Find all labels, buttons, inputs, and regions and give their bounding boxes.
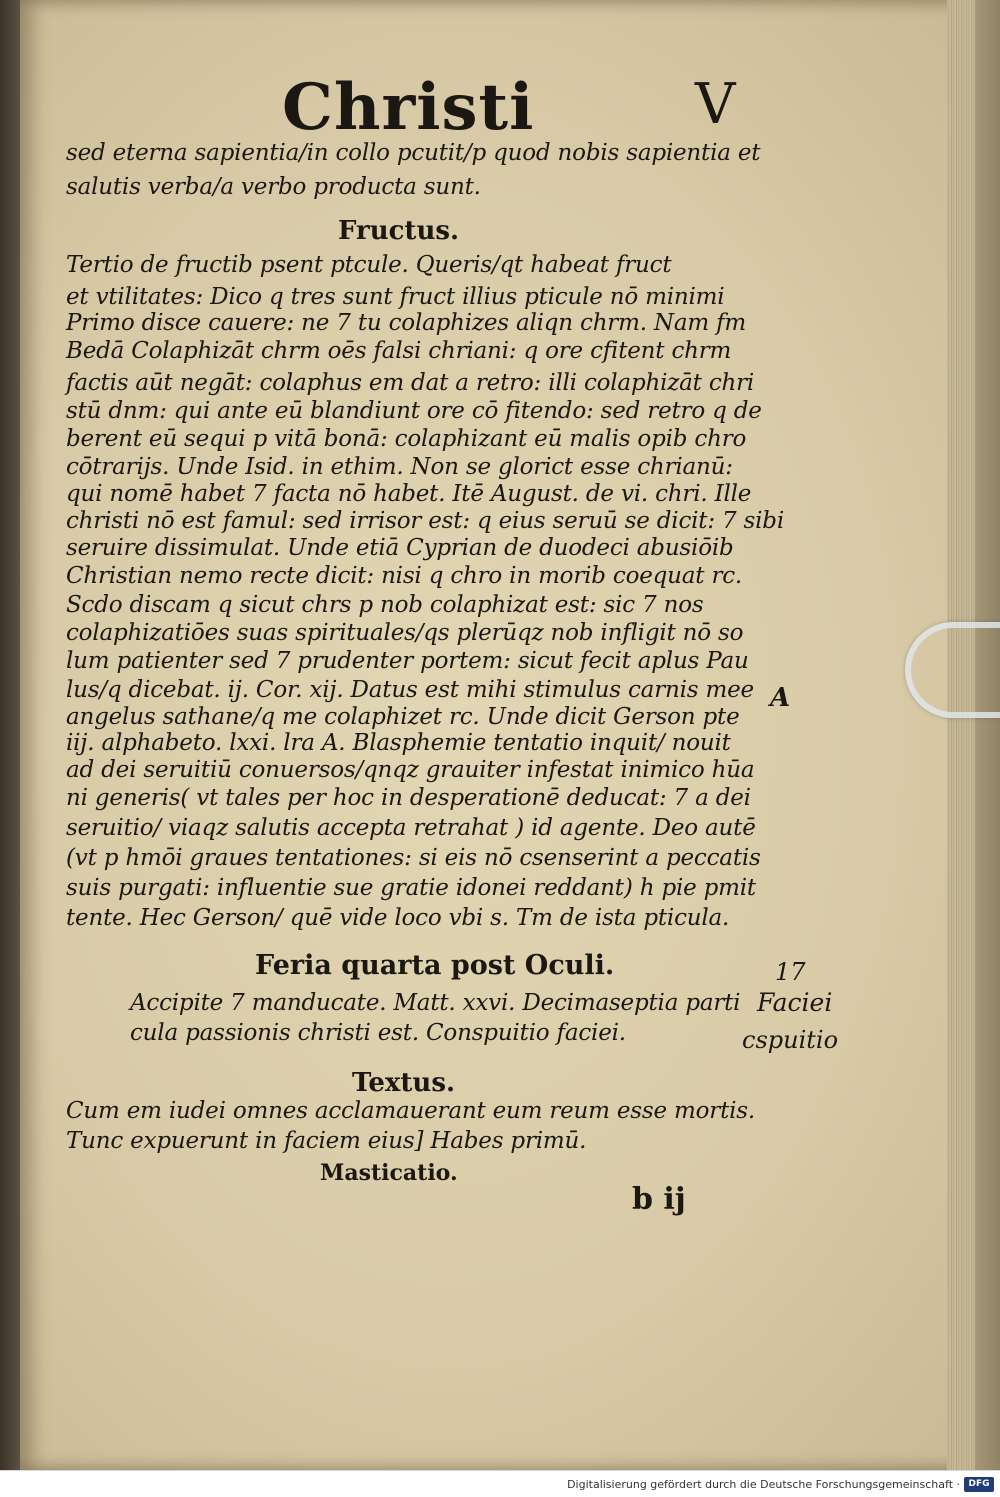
footer-credit: Digitalisierung gefördert durch die Deutsche Forschungsgemeinschaft · — [567, 1478, 960, 1491]
section-heading-fructus: Fructus. — [338, 216, 460, 246]
text-line: Scdo discam q sicut chrs p nob colaphizat est: sic 7 nos — [66, 592, 704, 618]
section-heading-textus: Textus. — [352, 1068, 456, 1098]
page-clip — [905, 622, 1000, 718]
text-line: et vtilitates: Dico q tres sunt fruct illius pticule nō minimi — [66, 284, 725, 310]
marginal-letter: A — [770, 683, 791, 713]
running-head: Christi — [282, 70, 535, 145]
marginal-note-conspuitio: cspuitio — [742, 1026, 839, 1054]
text-line: ad dei seruitiū conuersos/qnqz grauiter infestat inimico hūa — [66, 757, 755, 783]
marginal-number: 17 — [775, 958, 806, 986]
signature-mark: b ij — [632, 1182, 686, 1217]
text-line: ni generis( vt tales per hoc in desperationē deducat: 7 a dei — [66, 785, 751, 811]
text-line: Bedā Colaphizāt chrm oēs falsi chriani: q ore cfitent chrm — [66, 338, 732, 364]
text-line: tente. Hec Gerson/ quē vide loco vbi s. Tm de ista pticula. — [66, 905, 730, 931]
text-line: Christian nemo recte dicit: nisi q chro in morib coequat rc. — [66, 563, 743, 589]
section-heading-feria: Feria quarta post Oculi. — [255, 950, 615, 981]
text-line: lus/q dicebat. ij. Cor. xij. Datus est mihi stimulus carnis mee — [66, 677, 754, 703]
text-line: colaphizatiōes suas spirituales/qs plerūqz nob infligit nō so — [66, 620, 744, 646]
marginal-note-faciei: Faciei — [757, 988, 833, 1017]
text-line: Tunc expuerunt in faciem eius] Habes primū. — [66, 1128, 587, 1154]
folio-number: V — [695, 72, 736, 137]
dfg-logo: DFG — [964, 1477, 994, 1492]
text-line: Tertio de fructib psent ptcule. Queris/qt habeat fruct — [66, 252, 672, 278]
text-line: suis purgati: influentie sue gratie idonei reddant) h pie pmit — [66, 875, 756, 901]
text-line: iij. alphabeto. lxxi. lra A. Blasphemie tentatio inquit/ nouit — [66, 730, 731, 756]
text-line: Primo disce cauere: ne 7 tu colaphizes aliqn chrm. Nam fm — [66, 310, 747, 336]
text-line: cula passionis christi est. Conspuitio faciei. — [130, 1020, 626, 1046]
text-line: salutis verba/a verbo producta sunt. — [66, 174, 481, 200]
text-line: seruitio/ viaqz salutis accepta retrahat ) id agente. Deo autē — [66, 815, 756, 841]
text-line: Accipite 7 manducate. Matt. xxvi. Decimaseptia parti — [130, 990, 741, 1016]
text-line: seruire dissimulat. Unde etiā Cyprian de duodeci abusiōib — [66, 535, 734, 561]
text-line: factis aūt negāt: colaphus em dat a retro: illi colaphizāt chri — [66, 370, 755, 396]
text-line: cōtrarijs. Unde Isid. in ethim. Non se glorict esse chrianū: — [66, 454, 733, 480]
section-heading-masticatio: Masticatio. — [320, 1160, 458, 1186]
text-line: christi nō est famul: sed irrisor est: q eius seruū se dicit: 7 sibi — [66, 508, 784, 534]
text-line: berent eū sequi p vitā bonā: colaphizant eū malis opib chro — [66, 426, 747, 452]
footer-bar — [0, 1470, 1000, 1497]
text-line: qui nomē habet 7 facta nō habet. Itē August. de vi. chri. Ille — [66, 481, 752, 507]
text-line: sed eterna sapientia/in collo pcutit/p quod nobis sapientia et — [66, 140, 761, 166]
text-line: angelus sathane/q me colaphizet rc. Unde dicit Gerson pte — [66, 704, 740, 730]
text-line: lum patienter sed 7 prudenter portem: sicut fecit aplus Pau — [66, 648, 749, 674]
text-line: Cum em iudei omnes acclamauerant eum reum esse mortis. — [66, 1098, 755, 1124]
text-line: stū dnm: qui ante eū blandiunt ore cō fitendo: sed retro q de — [66, 398, 762, 424]
page-edge — [947, 0, 975, 1470]
text-line: (vt p hmōi graues tentationes: si eis nō csenserint a peccatis — [66, 845, 761, 871]
